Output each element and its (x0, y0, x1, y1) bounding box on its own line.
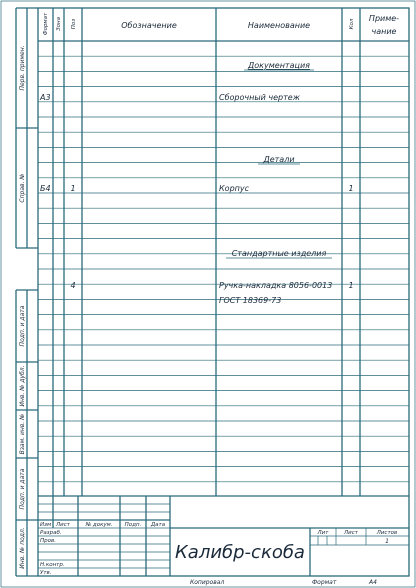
section-parts: Детали (263, 155, 295, 164)
row-body-pos: 1 (70, 184, 76, 193)
tb-data: Дата (150, 522, 166, 528)
tb-lit: Лит (317, 530, 329, 536)
inv-podl-label: Инв. № подл. (19, 527, 26, 569)
tb-listov: Листов (376, 530, 398, 536)
header-designation: Обозначение (121, 21, 177, 30)
inv-dubl-label: Инв. № дубл. (19, 365, 26, 407)
podp-data-label-upper: Подп. и дата (19, 305, 26, 347)
tb-razrab: Разраб. (40, 530, 62, 536)
tb-listov-value: 1 (385, 538, 389, 545)
tb-izm: Изм (40, 522, 52, 528)
header-name: Наименование (247, 21, 311, 30)
header-format: Формат (43, 12, 49, 36)
podp-data-label-lower: Подп. и дата (19, 468, 26, 510)
tb-prov: Пров. (40, 538, 56, 544)
tb-nkontr: Н.контр. (40, 562, 65, 568)
tb-podp: Подп. (124, 522, 142, 528)
row-body-qty: 1 (348, 184, 354, 193)
table-columns (38, 8, 409, 496)
table-rows (38, 56, 409, 482)
document-title: Калибр-скоба (175, 542, 305, 563)
section-standard: Стандартные изделия (231, 249, 327, 258)
sprav-label: Справ. № (19, 173, 26, 203)
row-body-name: Корпус (219, 184, 250, 193)
footer-kopiroval: Копировал (190, 579, 225, 586)
section-documentation: Документация (248, 61, 310, 70)
row-handle-pos: 4 (70, 281, 76, 290)
row-handle-name-line2: ГОСТ 18369-73 (219, 296, 282, 305)
perv-primen-label: Перв. примен. (19, 45, 26, 91)
vzam-inv-label: Взам. инв. № (19, 413, 26, 455)
header-pos: Поз (71, 18, 77, 30)
row-assembly-format: A3 (40, 93, 51, 102)
side-strip (16, 8, 38, 576)
header-qty: Кол (349, 18, 355, 30)
footer-format: Формат (312, 579, 337, 586)
sheet-edge (1, 1, 415, 587)
tb-list: Лист (56, 522, 70, 528)
footer-format-value: А4 (369, 579, 377, 586)
row-handle-qty: 1 (348, 281, 354, 290)
row-assembly-name: Сборочный чертеж (219, 93, 300, 102)
header-note-line2: чание (371, 27, 397, 36)
header-note-line1: Приме- (368, 14, 400, 23)
tb-list-label: Лист (344, 530, 358, 536)
tb-utv: Утв. (40, 570, 52, 576)
row-handle-name-line1: Ручка-накладка 8056-0013 (219, 281, 333, 290)
title-block (38, 496, 409, 576)
tb-ndokum: № докум. (85, 522, 113, 528)
table-header (43, 12, 399, 36)
row-body-format: Б4 (40, 184, 51, 193)
header-zone: Зона (56, 17, 62, 31)
